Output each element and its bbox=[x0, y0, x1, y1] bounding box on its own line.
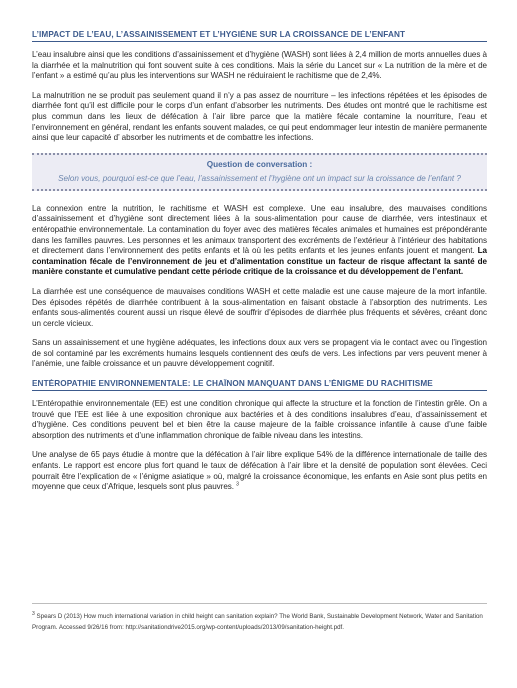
conversation-question-box bbox=[32, 153, 487, 191]
paragraph-worm-infections: Sans un assainissement et une hygiène adéquates, les infections doux aux vers se propagent via le contact avec ou l’ingestion de sol contaminé par les excréments humains lesquels contiennent des œufs de vers. Les infections par vers peuvent mener à l’anémie, une faible croissance et un pauvre développement cognitif. bbox=[32, 338, 487, 369]
footnote-divider bbox=[32, 603, 487, 604]
paragraph-nutrition-connection-text: La connexion entre la nutrition, le rachitisme et WASH est complexe. Une eau insalubre, des mauvaises conditions d’assainissement et d’hygiène sont directement liées à la sous-alimentation pour cause de diarrhée, vers intestinaux et entéropathie environnementale. La contamination du foyer avec des matières fécales animales et humaines est prépondérante dans les familles pauvres. Les personnes et les animaux transportent des excréments de l’extérieur à l’intérieur des habitations et directement dans l’environnement des petits enfants et là où les petits enfants et les jeunes enfants jouent et mangent. bbox=[32, 203, 487, 256]
conversation-question-title: Question de conversation : bbox=[206, 159, 313, 169]
section-heading-wash-impact: L’IMPACT DE L’EAU, L’ASSAINISSEMENT ET L’HYGIÈNE SUR LA CROISSANCE DE L’ENFANT bbox=[32, 30, 487, 42]
paragraph-nutrition-connection-emphasis: La contamination fécale de l’environnement de jeu et d’alimentation constitue un facteur de risque affectant la santé de manière constante et cumulative pendant cette période critique de la croissance et du développement de l’enfant. bbox=[32, 246, 487, 277]
footnote-text: Spears D (2013) How much international variation in child height can sanitation explain? The World Bank, Sustainable Development Network, Water and Sanitation Program. Accessed 9/26/16 from: http://sanitationdrive2015.org/wp-content/uploads/2013/09/sanitation-height.pdf. bbox=[32, 613, 483, 631]
page-content bbox=[32, 30, 487, 502]
paragraph-enteropathy-definition: L’Entéropathie environnementale (EE) est une condition chronique qui affecte la structure et la fonction de l’intestin grêle. On a trouvé que l’EE est liée à une exposition chronique aux bactéries et à des conditions insalubres d’eau, d’assainissement et d’hygiène. Ces conditions peuvent bel et bien être la cause majeure de la faible croissance infantile à cause d’une faible absorption des nutriments et d’une inflammation chronique de faible niveau dans les intestins. bbox=[32, 399, 487, 440]
paragraph-country-analysis bbox=[32, 450, 487, 492]
footnote-reference: 3 bbox=[236, 481, 239, 488]
section-heading-enteropathy: ENTÉROPATHIE ENVIRONNEMENTALE: LE CHAÎNON MANQUANT DANS L’ÉNIGME DU RACHITISME bbox=[32, 379, 487, 391]
paragraph-diarrhea: La diarrhée est une conséquence de mauvaises conditions WASH et cette maladie est une cause majeure de la mort infantile. Des épisodes répétés de diarrhée contribuent à la sous-alimentation en faisant obstacle à l’absorption des nutriments. Les enfants sous-alimentés courent aussi un risque élevé de souffrir d’épisodes de diarrhée plus fréquents et sévères, créant donc un cercle vicieux. bbox=[32, 286, 487, 328]
footnote-number: 3 bbox=[32, 610, 35, 617]
conversation-question-text: Selon vous, pourquoi est-ce que l’eau, l’assainissement et l’hygiène ont un impact sur la croissance de l’enfant ? bbox=[58, 173, 461, 183]
paragraph-country-analysis-text: Une analyse de 65 pays étudie à montre que la défécation à l’air libre explique 54% de la différence internationale de taille des enfants. Le rapport est encore plus fort quand le taux de défécation à l’air libre et la densité de population sont élevées. Ceci pourrait être l’explication de « l’énigme asiatique » où, malgré la croissance économique, les enfants en Asie sont plus petits en moyenne que ceux d’Afrique, lesquels sont plus pauvres. bbox=[32, 450, 487, 492]
paragraph-nutrition-connection bbox=[32, 204, 487, 278]
paragraph-wash-deaths: L’eau insalubre ainsi que les conditions d’assainissement et d’hygiène (WASH) sont liées à 2,4 million de morts annuelles dues à la diarrhée et la malnutrition qui font souvent suite à ces conditions. Mais la série du Lancet sur « La nutrition de la mère et de l’enfant » a estimé qu’au plus les interventions sur WASH ne réduiraient le rachitisme que de 2,4%. bbox=[32, 50, 487, 81]
paragraph-malnutrition: La malnutrition ne se produit pas seulement quand il n’y a pas assez de nourriture – les infections répétées et les épisodes de diarrhée font qu’il est difficile pour le corps d’un enfant d’absorber les nutriments. Des études ont montré que le rachitisme est plus commun dans les lieux de défécation à l’air libre parce que la matière fécale contamine la nourriture, l’eau et l’environnement en général, rendant les enfants souvent malades, ce qui peut endommager leur intestin de manière permanente ainsi que leur capacité d’ absorber les nutriments et de combattre les infections. bbox=[32, 90, 487, 143]
footnote bbox=[32, 611, 487, 633]
